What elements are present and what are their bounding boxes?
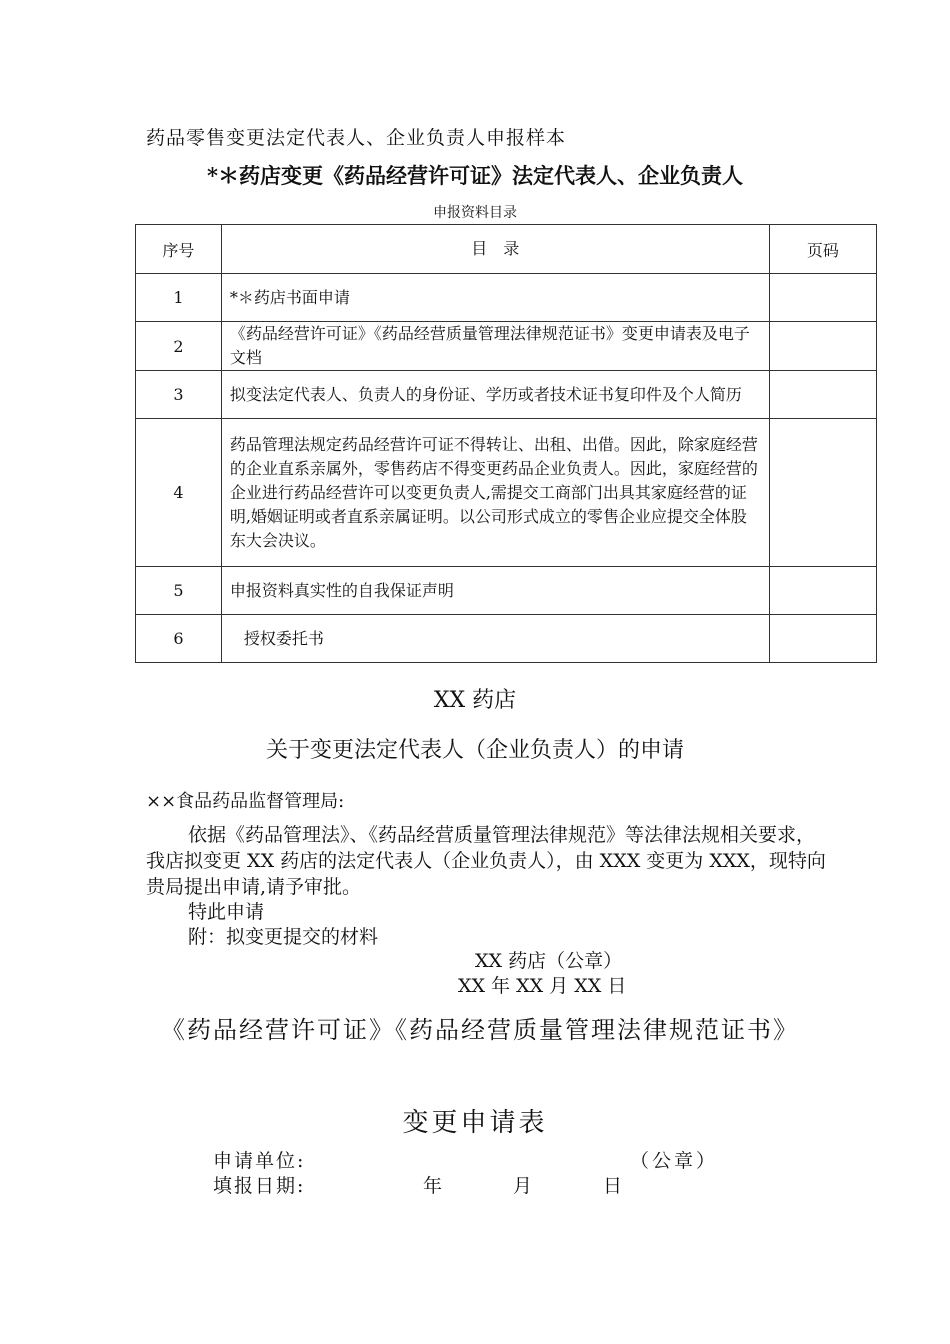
- application-body: 依据《药品管理法》、《药品经营质量管理法律规范》等法律法规相关要求，我店拟变更 XX 药店的法定代表人（企业负责人），由 XXX 变更为 XXX，现特向贵局提出申请,请予审批。: [146, 824, 826, 898]
- day-label: 日: [603, 1175, 623, 1197]
- row-number: 3: [136, 371, 222, 419]
- column-header-page: 页码: [769, 225, 876, 274]
- document-title: *＊药店变更《药品经营许可证》法定代表人、企业负责人: [207, 163, 743, 188]
- year-label: 年: [423, 1175, 443, 1197]
- row-page: [769, 322, 876, 371]
- row-page: [769, 371, 876, 419]
- catalog-table: [135, 224, 877, 663]
- row-item: *＊药店书面申请: [221, 274, 769, 322]
- row-page: [769, 274, 876, 322]
- row-page: [769, 419, 876, 567]
- row-number: 5: [136, 567, 222, 615]
- row-number: 6: [136, 615, 222, 663]
- attachment-note: 附：拟变更提交的材料: [188, 926, 379, 948]
- row-page: [769, 615, 876, 663]
- date-label: 填报日期:: [213, 1175, 306, 1197]
- row-number: 2: [136, 322, 222, 371]
- row-item: 授权委托书: [221, 615, 769, 663]
- row-item: 申报资料真实性的自我保证声明: [221, 567, 769, 615]
- closing-text: 特此申请: [188, 901, 265, 923]
- row-number: 1: [136, 274, 222, 322]
- table-row: [136, 371, 877, 419]
- table-row: [136, 322, 877, 371]
- form-title: 《药品经营许可证》《药品经营质量管理法律规范证书》: [161, 1016, 799, 1044]
- store-name: XX 药店: [433, 688, 517, 713]
- table-row: [136, 567, 877, 615]
- catalog-caption: 申报资料目录: [433, 205, 517, 221]
- document-subtitle: 药品零售变更法定代表人、企业负责人申报样本: [146, 127, 567, 149]
- table-row: [136, 419, 877, 567]
- column-header-item: 目 录: [221, 225, 769, 274]
- form-subtitle: 变更申请表: [402, 1108, 548, 1138]
- row-page: [769, 567, 876, 615]
- row-item: 药品管理法规定药品经营许可证不得转让、出租、出借。因此，除家庭经营的企业直系亲属外，零售药店不得变更药品企业负责人。因此，家庭经营的企业进行药品经营许可以变更负责人,需提交工商部门出具其家庭经营的证明,婚姻证明或者直系亲属证明。以公司形式成立的零售企业应提交全体股东大会决议。: [221, 419, 769, 567]
- row-item: 《药品经营许可证》《药品经营质量管理法律规范证书》变更申请表及电子文档: [221, 322, 769, 371]
- month-label: 月: [513, 1175, 533, 1197]
- row-item: 拟变法定代表人、负责人的身份证、学历或者技术证书复印件及个人简历: [221, 371, 769, 419]
- date-line: XX 年 XX 月 XX 日: [458, 975, 627, 997]
- application-title: 关于变更法定代表人（企业负责人）的申请: [265, 738, 684, 763]
- table-row: [136, 274, 877, 322]
- table-row: [136, 615, 877, 663]
- column-header-no: 序号: [136, 225, 222, 274]
- seal-line: XX 药店（公章）: [475, 950, 623, 972]
- addressee: ××食品药品监督管理局:: [146, 791, 345, 812]
- row-number: 4: [136, 419, 222, 567]
- applicant-label: 申请单位:: [213, 1150, 306, 1172]
- stamp-label: （公章）: [630, 1150, 719, 1172]
- table-header-row: [136, 225, 877, 274]
